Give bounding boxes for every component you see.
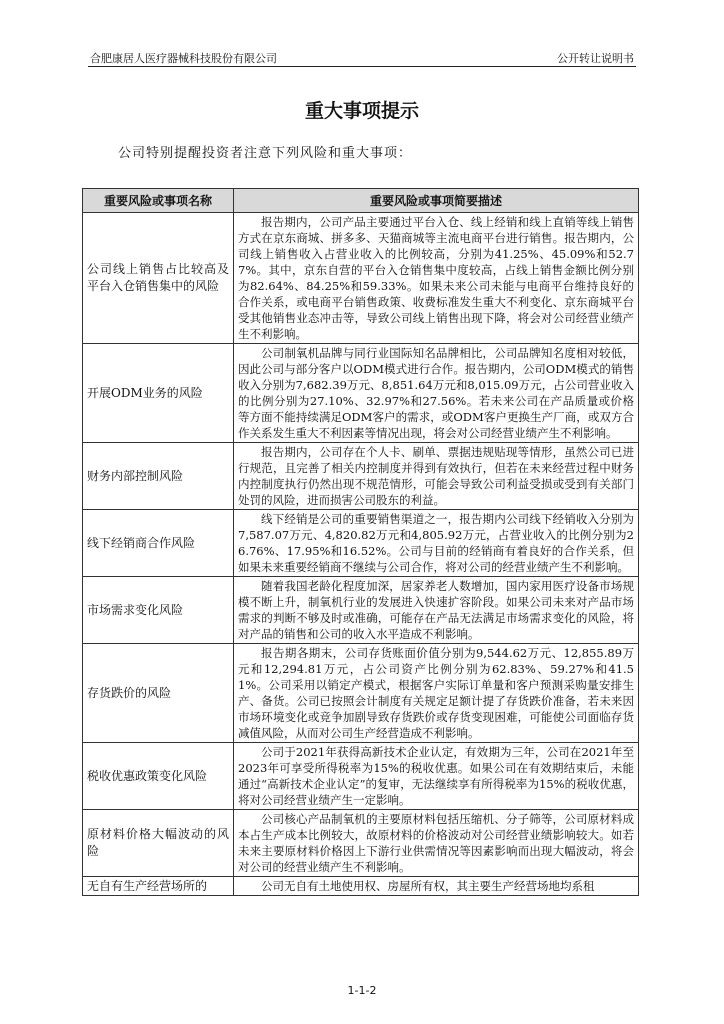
risk-desc: 线下经销是公司的重要销售渠道之一，报告期内公司线下经销收入分别为7,587.07万元、4,820.82万元和4,805.92万元，占营业收入的比例分别为26.76%、17.95%和16.52%。公司与目前的经销商有着良好的合作关系，但如果未来重要经销商不继续与公司合作，将对公司的经营业绩产生不利影响。 (234, 510, 639, 577)
risk-name: 无自有生产经营场所的 (83, 877, 234, 896)
page-title: 重大事项提示 (304, 100, 419, 122)
page-number: 1-1-2 (347, 984, 377, 997)
risk-desc: 公司制氧机品牌与同行业国际知名品牌相比，公司品牌知名度相对较低，因此公司与部分客户以ODM模式进行合作。报告期内，公司ODM模式的销售收入分别为7,682.39万元、8,851.64万元和8,015.09万元，占公司营业收入的比例分别为27.10%、32.97%和27.56%。若未来公司在产品质量或价格等方面不能持续满足ODM客户的需求，或ODM客户更换生产厂商，或双方合作关系发生重大不利因素等情况出现，将会对公司经营业绩产生不利影响。 (234, 344, 639, 443)
table-header-row (83, 189, 639, 213)
intro-text: 公司特别提醒投资者注意下列风险和重大事项： (118, 146, 413, 161)
risk-desc: 公司无自有土地使用权、房屋所有权，其主要生产经营场地均系租 (234, 877, 639, 896)
risk-name: 原材料价格大幅波动的风险 (83, 810, 234, 877)
risk-name: 财务内部控制风险 (83, 443, 234, 510)
table-row (83, 644, 639, 743)
header-company: 合肥康居人医疗器械科技股份有限公司 (90, 52, 277, 65)
risk-desc: 随着我国老龄化程度加深，居家养老人数增加，国内家用医疗设备市场规模不断上升，制氧机行业的发展进入快速扩容阶段。如果公司未来对产品市场需求的判断不够及时或准确，可能存在产品无法满足市场需求变化的风险，将对产品的销售和公司的收入水平造成不利影响。 (234, 577, 639, 644)
risk-desc: 报告期各期末，公司存货账面价值分别为9,544.62万元、12,855.89万元和12,294.81万元，占公司资产比例分别为62.83%、59.27%和41.51%。公司采用以销定产模式，根据客户实际订单量和客户预测采购量安排生产、备货。公司已按照会计制度有关规定足额计提了存货跌价准备，若未来因市场环境变化或竞争加剧导致存货跌价或存货变现困难，可能使公司面临存货减值风险，从而对公司生产经营造成不利影响。 (234, 644, 639, 743)
table-row (83, 510, 639, 577)
risk-name: 税收优惠政策变化风险 (83, 743, 234, 810)
risk-name: 存货跌价的风险 (83, 644, 234, 743)
risk-table (82, 188, 639, 896)
table-row (83, 344, 639, 443)
risk-name: 公司线上销售占比较高及平台入仓销售集中的风险 (83, 213, 234, 344)
risk-desc: 报告期内，公司存在个人卡、刷单、票据违规贴现等情形，虽然公司已进行规范，且完善了相关内控制度并得到有效执行，但若在未来经营过程中财务内控制度执行仍然出现不规范情形，可能会导致公司利益受损或受到有关部门处罚的风险，进而损害公司股东的利益。 (234, 443, 639, 510)
risk-desc: 报告期内，公司产品主要通过平台入仓、线上经销和线上直销等线上销售方式在京东商城、拼多多、天猫商城等主流电商平台进行销售。报告期内，公司线上销售收入占营业收入的比例较高，分别为41.25%、45.09%和52.77%。其中，京东自营的平台入仓销售集中度较高，占线上销售金额比例分别为82.64%、84.25%和59.33%。如果未来公司未能与电商平台维持良好的合作关系，或电商平台销售政策、收费标准发生重大不利变化、京东商城平台受其他销售业态冲击等，导致公司线上销售出现下降，将会对公司经营业绩产生不利影响。 (234, 213, 639, 344)
page-header (88, 48, 636, 67)
table-row (83, 877, 639, 896)
table-row (83, 443, 639, 510)
table-row (83, 810, 639, 877)
risk-name: 开展ODM业务的风险 (83, 344, 234, 443)
header-doc-type: 公开转让说明书 (557, 52, 634, 65)
risk-name: 线下经销商合作风险 (83, 510, 234, 577)
risk-desc: 公司核心产品制氧机的主要原材料包括压缩机、分子筛等，公司原材料成本占生产成本比例较大，故原材料的价格波动对公司经营业绩影响较大。如若未来主要原材料价格因上下游行业供需情况等因素影响而出现大幅波动，将会对公司的经营业绩产生不利影响。 (234, 810, 639, 877)
column-header-desc: 重要风险或事项简要描述 (234, 189, 639, 213)
table-row (83, 743, 639, 810)
column-header-name: 重要风险或事项名称 (83, 189, 234, 213)
table-row (83, 213, 639, 344)
table-row (83, 577, 639, 644)
risk-desc: 公司于2021年获得高新技术企业认定，有效期为三年，公司在2021年至2023年可享受所得税率为15%的税收优惠。如果公司在有效期结束后，未能通过“高新技术企业认定”的复审，无法继续享有所得税率为15%的税收优惠，将对公司经营业绩产生一定影响。 (234, 743, 639, 810)
risk-name: 市场需求变化风险 (83, 577, 234, 644)
